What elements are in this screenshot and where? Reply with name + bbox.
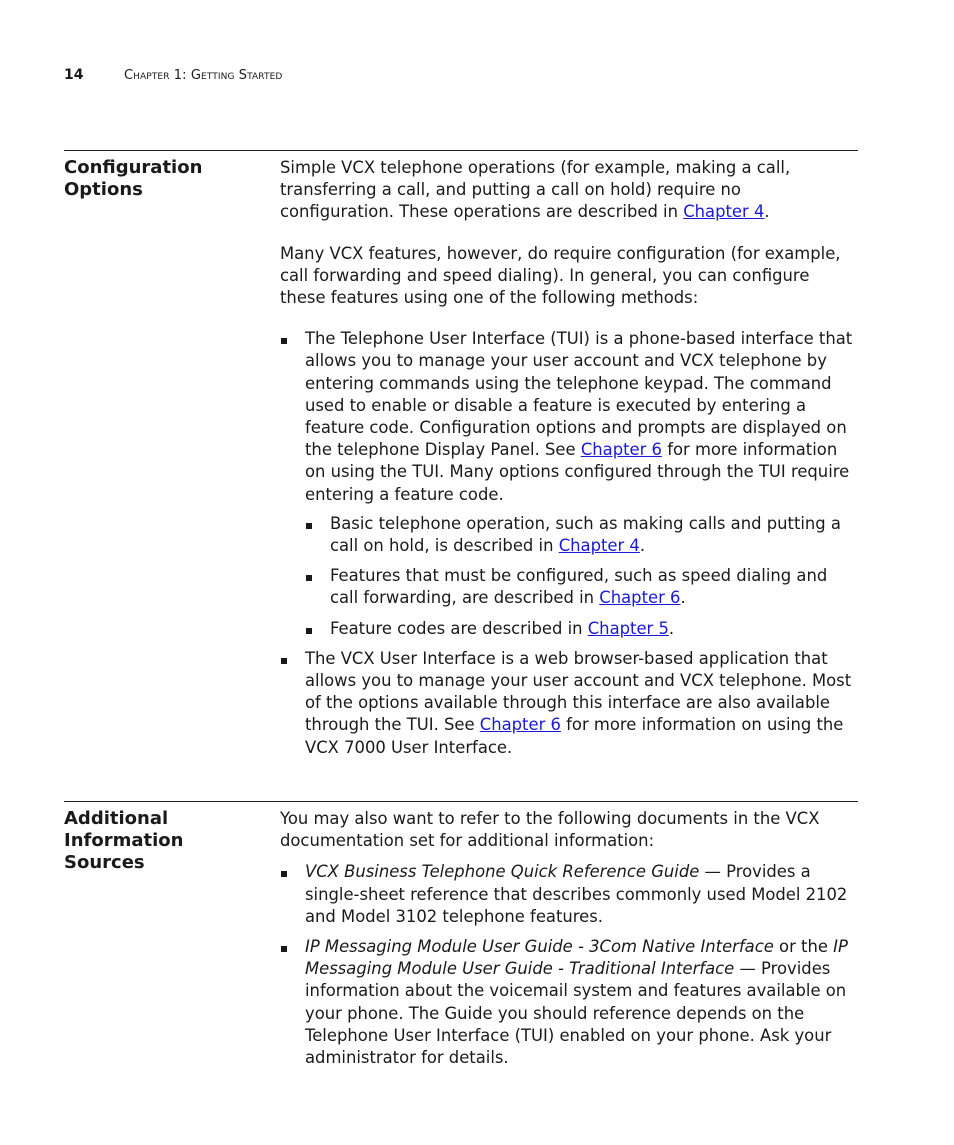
list-item: IP Messaging Module User Guide - 3Com Native Interface or the IP Messaging Module User Guide - Traditional Interface — Provides information about the voicemail system and features available on your phone. The Guide you should reference depends on the Telephone User Interface (TUI) enabled on your phone. Ask your administrator for details. (280, 936, 860, 1069)
section-configuration-options (64, 150, 858, 757)
list-item: The Telephone User Interface (TUI) is a phone-based interface that allows you to manage your user account and VCX telephone by entering commands using the telephone keypad. The command used to enable or disable a feature is executed by entering a feature code. Configuration options and prompts are displayed on the telephone Display Panel. See Chapter 6 for more information on using the TUI. Many options configured through the TUI require entering a feature code. Basic telephone operation, such as making calls and putting a call on hold, is described in Chapter 4. Features that must be configured, such as speed dialing and call forwarding, are described in Chapter 6. Feature codes are described in Chapter 5. (280, 328, 860, 640)
section-body (280, 808, 860, 1077)
paragraph: You may also want to refer to the following documents in the VCX documentation set for additional information: (280, 809, 820, 851)
section-heading: Additional Information Sources (64, 808, 184, 873)
list-item: VCX Business Telephone Quick Reference Guide — Provides a single-sheet reference that describes commonly used Model 2102 and Model 3102 telephone features. (280, 861, 860, 928)
page-number: 14 (64, 67, 84, 83)
chapter-4-link[interactable]: Chapter 4 (683, 202, 765, 222)
list-item: The VCX User Interface is a web browser-based application that allows you to manage your user account and VCX telephone. Most of the options available through this interface are also available through the TUI. See Chapter 6 for more information on using the VCX 7000 User Interface. (280, 648, 860, 759)
sub-list-item: Feature codes are described in Chapter 5. (305, 618, 860, 640)
chapter-5-link[interactable]: Chapter 5 (587, 618, 669, 638)
section-body (280, 157, 860, 767)
chapter-title: Chapter 1: Getting Started (124, 68, 283, 83)
sub-list-item: Basic telephone operation, such as making calls and putting a call on hold, is described in Chapter 4. (305, 513, 860, 557)
paragraph: Simple VCX telephone operations (for example, making a call, transferring a call, and putting a call on hold) require no configuration. These operations are described in Chapter 4. (280, 158, 791, 222)
chapter-6-link[interactable]: Chapter 6 (580, 440, 662, 460)
paragraph: Many VCX features, however, do require configuration (for example, call forwarding and speed dialing). In general, you can configure these features using one of the following methods: (280, 243, 841, 308)
chapter-6-link[interactable]: Chapter 6 (479, 715, 561, 735)
sub-list-item: Features that must be configured, such as speed dialing and call forwarding, are described in Chapter 6. (305, 565, 860, 609)
section-heading: Configuration Options (64, 157, 203, 200)
section-additional-information-sources (64, 801, 858, 1068)
chapter-6-link[interactable]: Chapter 6 (599, 588, 681, 608)
chapter-4-link[interactable]: Chapter 4 (558, 536, 640, 556)
